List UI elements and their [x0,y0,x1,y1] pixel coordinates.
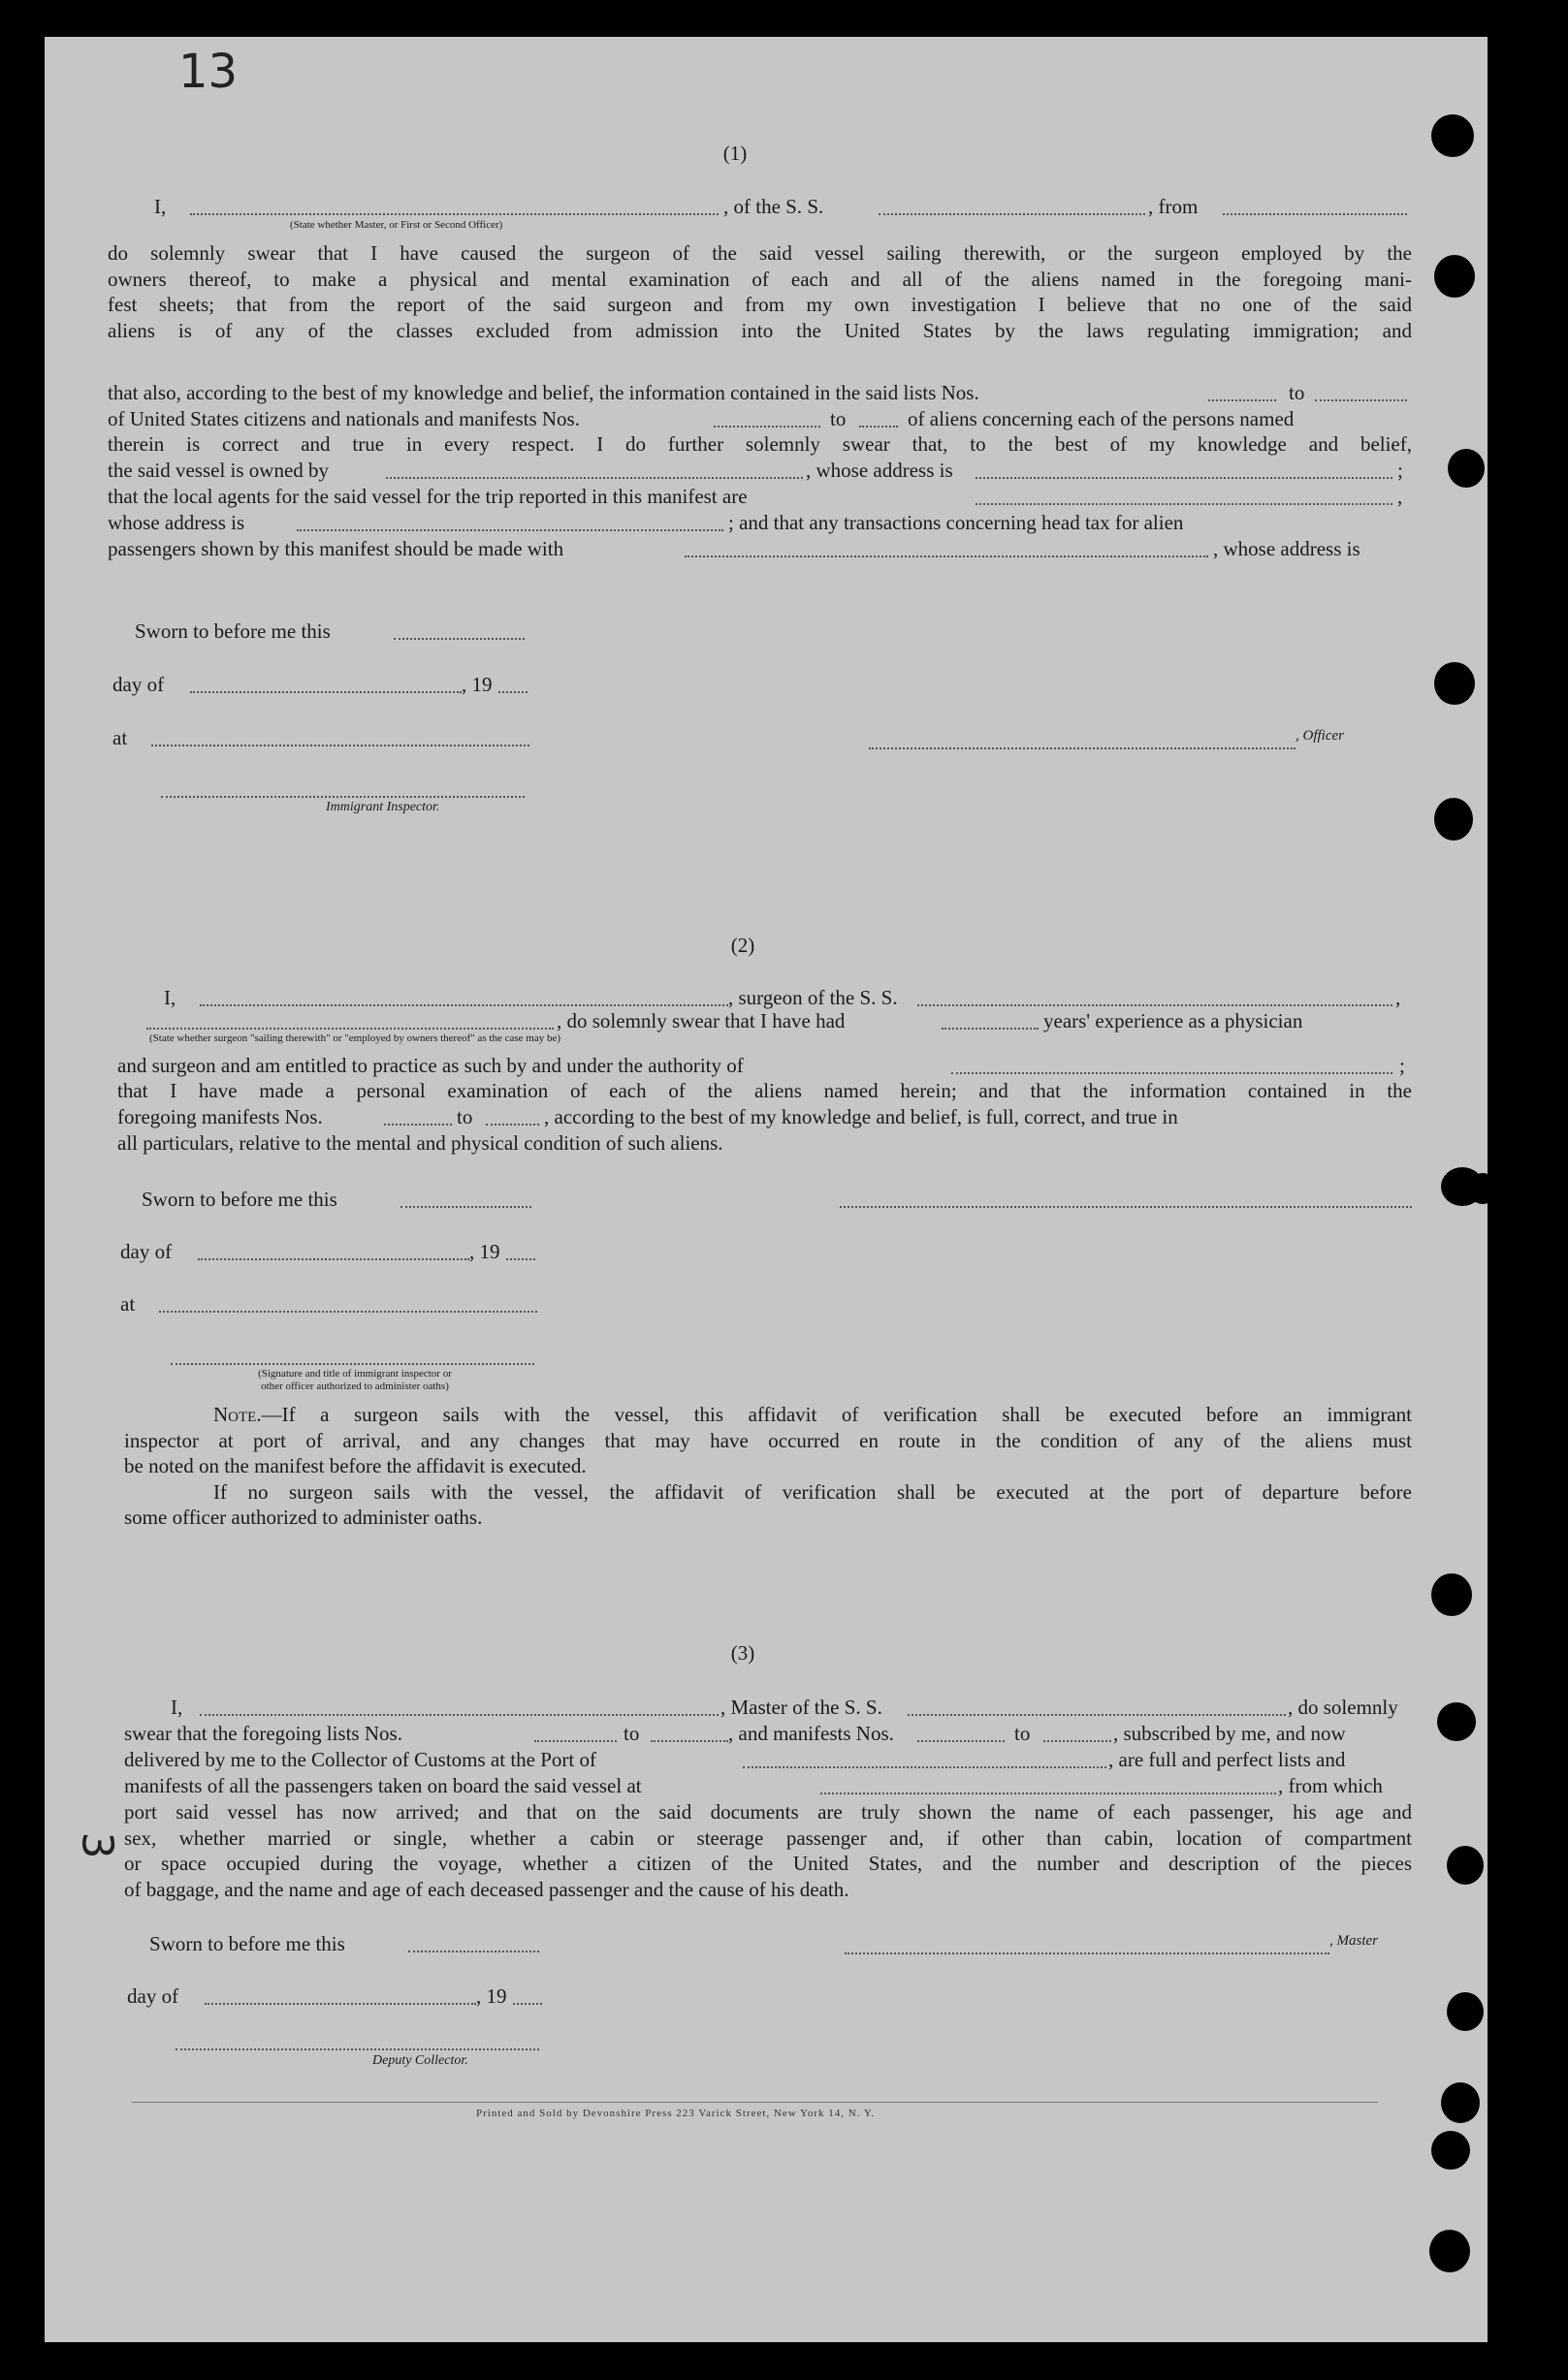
section-1-year-field[interactable] [498,691,528,693]
section-3-master: , Master of the S. S. [720,1696,882,1719]
inspector-label: Immigrant Inspector. [326,800,440,814]
section-2-day-of: day of [120,1240,173,1263]
section-3-manifests-from-field[interactable] [917,1740,1005,1742]
section-1-agents-start: that the local agents for the said vessel for the trip reported in this manifest are [108,485,748,508]
section-2-to: to [457,1105,473,1128]
section-3-collector: delivered by me to the Collector of Customs at the Port of [124,1748,596,1771]
section-3-line1-end: , do solemnly [1288,1696,1398,1719]
authority-field[interactable] [951,1072,1392,1074]
section-3-body [124,1799,1412,1902]
section-2-number: (2) [730,934,755,957]
section-2-inspector-signature-field[interactable] [171,1363,534,1365]
section-1-at: at [112,726,128,749]
note-label: Note. [213,1403,262,1426]
section-2-month-field[interactable] [198,1258,469,1260]
section-1-body [108,240,1412,343]
punch-hole [1429,2230,1470,2272]
section-3-line3-end: , are full and perfect lists and [1108,1748,1346,1771]
punch-hole [1448,449,1485,488]
section-3-manifests-to-field[interactable] [1043,1740,1111,1742]
section-2-sig-caption [219,1368,491,1393]
note-2-line: If no surgeon sails with the vessel, the affidavit of verification shall be executed at the port of departure before [213,1479,1412,1504]
from-port-field[interactable] [1223,213,1407,215]
section-1-month-field[interactable] [190,691,462,693]
section-1-sworn: Sworn to before me this [135,619,331,643]
section-1-to: to [1289,381,1305,404]
section-1-to: to [830,407,847,430]
handwritten-mark-margin: 3 [72,1831,122,1859]
section-1-of-ss: , of the S. S. [723,195,824,218]
officer-label: , Officer [1296,728,1344,744]
punch-hole [1447,1992,1484,2031]
section-3-manifests: , and manifests Nos. [728,1722,894,1745]
section-3-line2-end: , subscribed by me, and now [1113,1722,1346,1745]
note-line: inspector at port of arrival, and any changes that may have occurred en route in the condition of any of the aliens must [124,1428,1412,1452]
document-page [45,37,1488,2342]
section-2-opening-i: I, [164,986,176,1009]
handwritten-number-top: 13 [178,45,239,99]
section-3-to-2: to [1014,1722,1031,1745]
inspector-signature-field[interactable] [161,796,525,798]
section-3-embark-field[interactable] [820,1793,1276,1794]
punch-hole [1437,1702,1476,1741]
surgeon-type-field[interactable] [146,1028,554,1030]
printer-footer: Printed and Sold by Devonshire Press 223 Varick Street, New York 14, N. Y. [476,2108,876,2119]
manifests-to-field[interactable] [859,426,898,428]
section-1-line6-tail: of aliens concerning each of the persons named [908,407,1295,430]
section-3-sworn: Sworn to before me this [149,1932,345,1955]
punch-hole [1434,255,1475,298]
section-1-owned-mid: , whose address is [806,459,953,482]
punch-hole [1431,114,1474,157]
section-2-manifests-end: , according to the best of my knowledge and belief, is full, correct, and true in [544,1105,1178,1128]
section-1-body-2 [108,431,1412,458]
manifests-from-field[interactable] [714,426,820,428]
section-3-year: , 19 [476,1984,507,2008]
officer-signature-field[interactable] [869,747,1296,749]
section-1-address-start: whose address is [108,511,245,534]
punch-hole [1434,662,1475,705]
section-1-owned-end: ; [1397,459,1403,482]
section-3-line: of baggage, and the name and age of each deceased passenger and the cause of his death. [124,1877,849,1901]
section-2-manifests-start: foregoing manifests Nos. [117,1105,323,1128]
section-1-day-of: day of [112,673,165,696]
note-line [124,1402,1412,1428]
punch-hole [1441,2082,1480,2123]
footer-rule [132,2102,1378,2103]
owner-address-field[interactable] [976,477,1392,479]
section-1-manifests-line: of United States citizens and nationals and manifests Nos. [108,407,580,430]
head-tax-contact-field[interactable] [685,555,1208,557]
section-3-year-field[interactable] [513,2003,542,2005]
section-3-lists-to-field[interactable] [651,1740,728,1742]
section-1-place-field[interactable] [151,745,529,746]
lists-from-field[interactable] [1208,399,1276,401]
note-text: —If a surgeon sails with the vessel, this affidavit of verification shall be executed before an immigrant [261,1403,1412,1426]
section-1-line: fest sheets; that from the report of the said surgeon and from my own investigation I believe that no one of the said [108,293,1412,316]
agents-address-field[interactable] [297,529,723,531]
punch-hole [1431,1573,1472,1616]
note-line: be noted on the manifest before the affidavit is executed. [124,1454,587,1477]
section-1-lists-line: that also, according to the best of my knowledge and belief, the information contained in the said lists Nos. [108,381,979,404]
section-2-year: , 19 [469,1240,500,1263]
section-3-ship-field[interactable] [908,1714,1286,1716]
section-3-line: port said vessel has now arrived; and that on the said documents are truly shown the name of each passenger, his age and [124,1800,1412,1824]
punch-hole [1434,798,1473,841]
section-1-sworn-date-field[interactable] [394,638,525,640]
deputy-label: Deputy Collector. [372,2053,468,2068]
section-2-body [117,1078,1412,1104]
section-3-month-field[interactable] [205,2003,476,2005]
section-1-line: do solemnly swear that I have caused the surgeon of the said vessel sailing therewith, or the surgeon employed by the [108,241,1412,265]
deputy-signature-field[interactable] [176,2048,539,2050]
section-1-owned-start: the said vessel is owned by [108,459,330,482]
section-1-line: therein is correct and true in every respect. I do further solemnly swear that, to the best of my knowledge and belief, [108,432,1412,456]
years-experience-field[interactable] [942,1028,1039,1030]
section-3-lists-start: swear that the foregoing lists Nos. [124,1722,402,1745]
section-3-manifests-line: manifests of all the passengers taken on board the said vessel at [124,1774,642,1797]
section-3-sworn-date-field[interactable] [408,1951,539,1952]
sig-caption-line-1: (Signature and title of immigrant inspector or [258,1368,452,1380]
surgeon-name-field[interactable] [200,1004,728,1006]
section-1-year: , 19 [462,673,493,696]
section-2-ship-field[interactable] [917,1004,1392,1006]
agents-field[interactable] [976,503,1392,505]
section-2-place-field[interactable] [159,1311,537,1313]
section-2-line: that I have made a personal examination of each of the aliens named herein; and that the information contained in the [117,1079,1412,1102]
section-2-surgeon: , surgeon of the S. S. [728,986,898,1009]
section-2-year-field[interactable] [506,1258,535,1260]
section-1-opening-i: I, [154,195,167,218]
lists-to-field[interactable] [1315,399,1407,401]
ship-name-field[interactable] [879,213,1145,215]
section-2-manifests-to-field[interactable] [486,1124,539,1126]
section-3-line4-end: , from which [1278,1774,1383,1797]
section-3-port-field[interactable] [743,1766,1106,1768]
section-2-caption: (State whether surgeon "sailing therewith" or "employed by owners thereof" as the case may be) [149,1032,561,1044]
section-1-agents-end: , [1397,485,1403,508]
section-3-day-of: day of [127,1984,179,2008]
section-1-number: (1) [722,142,748,165]
section-2-authority-start: and surgeon and am entitled to practice as such by and under the authority of [117,1054,744,1077]
owner-field[interactable] [386,477,803,479]
section-3-number: (3) [730,1641,755,1665]
section-2-years: years' experience as a physician [1043,1009,1303,1032]
section-3-master-field[interactable] [200,1714,719,1716]
section-1-line: owners thereof, to make a physical and mental examination of each and all of the aliens named in the foregoing mani- [108,267,1412,291]
section-2-at: at [120,1292,136,1316]
section-3-line: sex, whether married or single, whether a cabin or steerage passenger and, if other than cabin, location of compartment [124,1825,1412,1850]
sig-caption-line-2: other officer authorized to administer oaths) [261,1380,449,1392]
section-2-sworn: Sworn to before me this [142,1188,337,1211]
section-1-passengers-start: passengers shown by this manifest should be made with [108,537,564,560]
section-2-manifests-from-field[interactable] [384,1124,452,1126]
section-1-line: aliens is of any of the classes excluded from admission into the United States by the laws regulating immigration; and [108,318,1412,342]
section-2-sworn-date-field[interactable] [400,1206,531,1208]
section-3-line: or space occupied during the voyage, whether a citizen of the United States, and the number and description of the pieces [124,1852,1412,1875]
section-3-lists-from-field[interactable] [534,1740,617,1742]
section-1-opening-caption: (State whether Master, or First or Second Officer) [290,219,503,231]
master-signature-field[interactable] [845,1952,1329,1954]
note-2-line: some officer authorized to administer oaths. [124,1506,483,1529]
surgeon-signature-field[interactable] [840,1206,1412,1208]
section-3-to-1: to [624,1722,640,1745]
section-2-note [124,1402,1412,1531]
master-name-field[interactable] [190,213,719,215]
section-1-passengers-end: , whose address is [1213,537,1360,560]
punch-hole [1431,2131,1470,2170]
section-2-authority-end: ; [1399,1054,1405,1077]
section-2-opening-end: , [1395,986,1401,1009]
section-3-opening-i: I, [171,1696,183,1719]
punch-hole [1447,1846,1484,1885]
section-1-address-end: ; and that any transactions concerning head tax for alien [728,511,1184,534]
section-2-swear: , do solemnly swear that I have had [557,1009,846,1032]
master-label: , Master [1329,1933,1378,1949]
section-2-particulars: all particulars, relative to the mental and physical condition of such aliens. [117,1131,723,1155]
section-1-from: , from [1148,195,1199,218]
